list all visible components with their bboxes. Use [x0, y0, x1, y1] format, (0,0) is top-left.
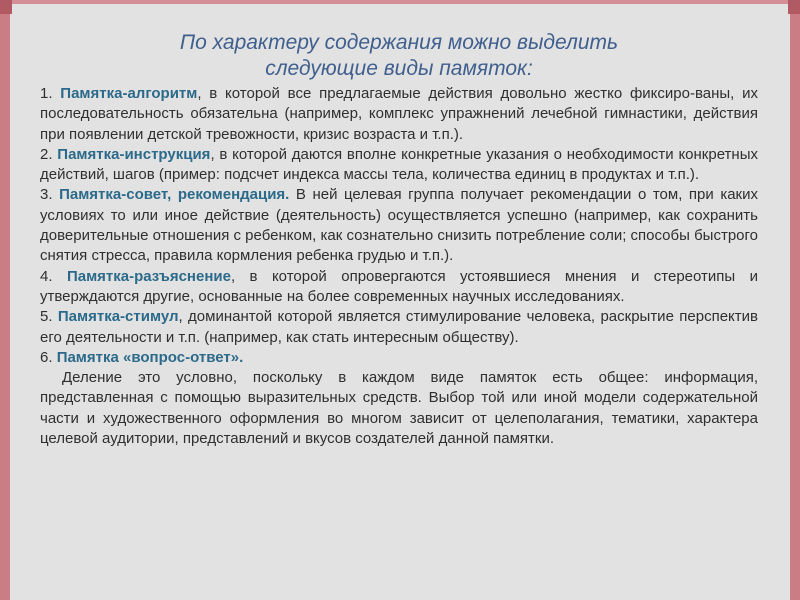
item-lead: Памятка-стимул — [57, 308, 179, 326]
item-lead: Памятка-алгоритм — [60, 85, 198, 102]
corner-mark-left — [0, 0, 12, 14]
closing-paragraph: Деление это условно, поскольку в каждом виде памяток есть общее: информация, представленная с помощью выразительных средств. Выбор той или иной модели содержательной части и художественного оформления во многом зависит от целеполагания, тематики, характера целевой аудитории, представлений и вкусов создателей данной памятки. — [40, 369, 758, 448]
item-text: , в которой все предлагаемые действия довольно жестко фиксиро-ваны, их последовательность обязательна (например, комплекс упражнений лечебной гимнастики, действия при появлении детской тревожности, кризис возраста и т.п.). — [40, 85, 758, 143]
item-lead: Памятка-совет, рекомендация. — [59, 186, 290, 204]
item-number: 4. — [40, 267, 53, 285]
title-line-2: следующие виды памяток: — [265, 57, 533, 80]
list-item-4 — [40, 267, 758, 308]
item-text: , в которой даются вполне конкретные указания о необходимости конкретных действий, шагов (пример: подсчет индекса массы тела, количества единиц в продуктах и т.п.). — [40, 145, 758, 184]
item-number: 3. — [40, 186, 53, 204]
list-item-2 — [40, 145, 758, 186]
list-item-5 — [40, 307, 758, 348]
top-border — [0, 0, 800, 4]
item-text: , доминантой которой является стимулирование человека, раскрытие перспектив его деятельности и т.п. (например, как стать интересным обществу). — [40, 308, 758, 346]
title-line-1: По характеру содержания можно выделить — [179, 31, 619, 54]
item-lead: Памятка-инструкция — [57, 145, 211, 163]
slide-title — [40, 30, 758, 82]
item-text: , в которой опровергаются устоявшиеся мнения и стереотипы и утверждаются другие, основанные на более современных научных исследованиях. — [40, 267, 758, 305]
right-border — [790, 0, 800, 600]
item-number: 1. — [40, 85, 53, 102]
list-item-3 — [40, 185, 758, 266]
slide-content — [40, 30, 758, 600]
list-item-1 — [40, 84, 758, 145]
list-item-6 — [40, 348, 758, 368]
item-number: 2. — [40, 145, 53, 163]
item-number: 5. — [40, 308, 53, 326]
item-text: В ней целевая группа получает рекомендации о том, при каких условиях то или иное действие (деятельность) осуществляется успешно (например, как сохранить доверительные отношения с ребенком, как сознательно снизить потребление соли; способы быстрого снятия стресса, правила кормления ребенка грудью и т.п.). — [40, 186, 758, 265]
item-number: 6. — [40, 348, 53, 366]
item-lead: Памятка «вопрос-ответ». — [56, 348, 244, 366]
left-border — [0, 0, 10, 600]
corner-mark-right — [788, 0, 800, 14]
item-lead: Памятка-разъяснение — [66, 267, 231, 285]
